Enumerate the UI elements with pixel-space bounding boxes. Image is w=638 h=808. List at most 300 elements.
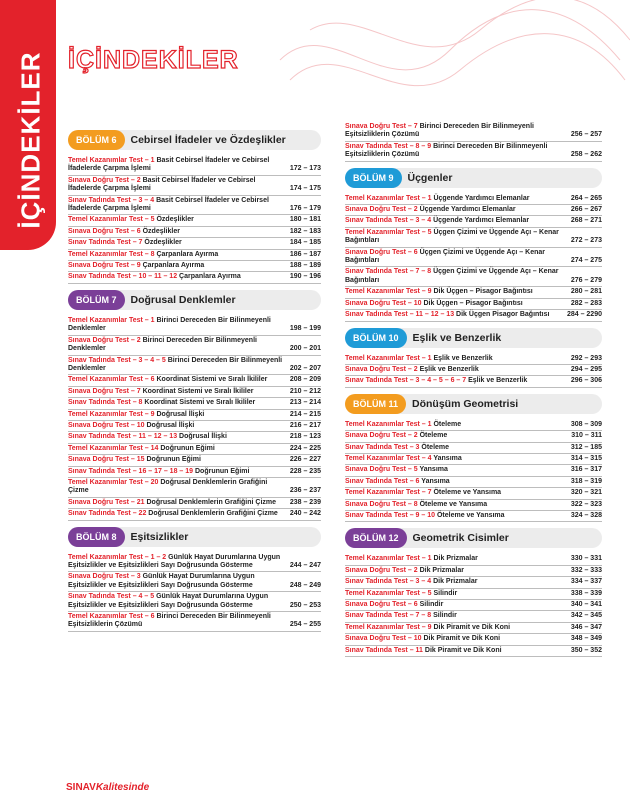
section-title: Eşitsizlikler: [115, 527, 322, 547]
toc-entry[interactable]: [68, 592, 321, 612]
toc-entry[interactable]: [345, 634, 602, 645]
test-number: 3: [415, 443, 420, 451]
test-type: Sınava Doğru Test –: [345, 566, 412, 574]
test-type: Sınava Doğru Test –: [68, 227, 135, 235]
toc-entry-text: [345, 355, 567, 363]
section-header: [68, 130, 321, 150]
test-number: 3 – 4 – 5 – 6 – 7: [415, 377, 467, 385]
toc-entry[interactable]: [68, 467, 321, 478]
page-range: 296 – 306: [570, 377, 602, 385]
page-range: 186 – 187: [289, 250, 321, 258]
test-number: 1: [427, 194, 432, 202]
test-number: 6: [150, 376, 155, 384]
toc-entry-text: [345, 555, 567, 563]
test-number: 3 – 4 – 5: [138, 356, 166, 364]
test-number: 5: [427, 228, 432, 236]
test-type: Temel Kazanımlar Test –: [345, 420, 426, 428]
toc-entry-text: [345, 590, 567, 598]
topic: Yansıma: [421, 477, 450, 485]
test-type: Sınav Tadında Test –: [68, 433, 137, 441]
toc-entry[interactable]: [68, 478, 321, 498]
test-type: Temel Kazanımlar Test –: [68, 316, 149, 324]
page-range: 236 – 237: [289, 487, 321, 495]
toc-entry[interactable]: [68, 272, 321, 283]
toc-entry[interactable]: [345, 511, 602, 522]
test-type: Temel Kazanımlar Test –: [345, 228, 426, 236]
toc-entry[interactable]: [68, 421, 321, 432]
toc-entry-text: [345, 249, 567, 266]
toc-entry[interactable]: [68, 227, 321, 238]
test-type: Sınav Tadında Test –: [345, 217, 414, 225]
topic: Birinci Dereceden Bir Bilinmeyenli Eşitsizliklerin Çözümü: [68, 613, 271, 629]
section-header: [345, 394, 602, 414]
toc-entry[interactable]: [68, 455, 321, 466]
page-range: 174 – 175: [289, 185, 321, 193]
test-number: 10: [413, 299, 422, 307]
toc-entry[interactable]: [68, 336, 321, 356]
page-range: 213 – 214: [289, 399, 321, 407]
test-number: 1: [427, 555, 432, 563]
topic: Koordinat Sistemi ve Sıralı İkililer: [144, 399, 256, 407]
page-range: 346 – 347: [570, 623, 602, 631]
test-number: 8: [413, 500, 418, 508]
test-type: Sınava Doğru Test –: [68, 176, 135, 184]
topic: Silindir: [419, 601, 444, 608]
toc-entry-text: [345, 512, 567, 520]
section-header: [345, 528, 602, 548]
toc-entry-text: [345, 635, 567, 643]
page-range: 330 – 331: [570, 555, 602, 563]
toc-entry[interactable]: [345, 454, 602, 465]
toc-left-column: [68, 124, 321, 632]
topic: Doğrunun Eğimi: [160, 444, 215, 452]
toc-entry-text: [68, 317, 286, 334]
toc-entry-text: [68, 228, 286, 236]
page-range: 350 – 352: [570, 646, 602, 654]
toc-entry[interactable]: [345, 365, 602, 376]
toc-entry-text: [345, 311, 563, 319]
toc-entry[interactable]: [345, 611, 602, 622]
test-type: Temel Kazanımlar Test –: [345, 194, 426, 202]
test-number: 2: [413, 365, 418, 373]
toc-entry[interactable]: [345, 431, 602, 442]
test-number: 21: [136, 498, 145, 506]
page-range: 312 – 185: [570, 443, 602, 451]
test-type: Sınav Tadında Test –: [345, 646, 414, 654]
page-range: 272 – 273: [570, 237, 602, 245]
test-type: Sınava Doğru Test –: [345, 432, 412, 440]
topic: Üçgende Yardımcı Elemanlar: [433, 194, 530, 202]
test-type: Temel Kazanımlar Test –: [68, 553, 149, 561]
test-number: 9 – 10: [415, 511, 436, 519]
page-range: 276 – 279: [570, 276, 602, 284]
page-range: 240 – 242: [289, 510, 321, 518]
test-number: 10 – 11 – 12: [138, 273, 178, 281]
toc-entry-text: [345, 300, 567, 308]
test-type: Sınav Tadında Test –: [345, 443, 414, 451]
page-range: 266 – 267: [570, 206, 602, 214]
toc-entry-text: [68, 499, 286, 507]
toc-entry[interactable]: [345, 623, 602, 634]
toc-entry[interactable]: [68, 375, 321, 386]
section-header: [68, 290, 321, 310]
toc-entry[interactable]: [68, 156, 321, 176]
page-range: 274 – 275: [570, 257, 602, 265]
toc-entry-text: [68, 157, 286, 174]
toc-entry[interactable]: [345, 205, 602, 216]
test-number: 5: [427, 589, 432, 597]
page-range: 226 – 227: [289, 456, 321, 464]
section-title: Dönüşüm Geometrisi: [396, 394, 602, 414]
test-type: Temel Kazanımlar Test –: [345, 354, 426, 362]
toc-entry[interactable]: [68, 250, 321, 261]
topic: Silindir: [433, 612, 457, 620]
topic: Dik Prizmalar: [433, 555, 478, 563]
page-range: 214 – 215: [289, 410, 321, 418]
page-range: 182 – 183: [289, 227, 321, 235]
toc-entry[interactable]: [68, 215, 321, 226]
test-number: 11 – 12 – 13: [138, 433, 178, 441]
page-range: 224 – 225: [289, 444, 321, 452]
test-type: Temel Kazanımlar Test –: [68, 376, 149, 384]
test-type: Temel Kazanımlar Test –: [345, 623, 426, 631]
toc-entry[interactable]: [68, 444, 321, 455]
test-type: Sınava Doğru Test –: [345, 635, 412, 643]
toc-entry-text: [68, 388, 286, 396]
page-range: 218 – 123: [289, 433, 321, 441]
section-title: Cebirsel İfadeler ve Özdeşlikler: [115, 130, 322, 150]
test-number: 16 – 17 – 18 – 19: [138, 467, 194, 475]
page-range: 188 – 189: [289, 262, 321, 270]
toc-entry-text: [68, 445, 286, 453]
page-range: 198 – 199: [289, 325, 321, 333]
toc-entry-text: [345, 366, 567, 374]
topic: Eşlik ve Benzerlik: [433, 354, 493, 362]
test-number: 7: [413, 123, 418, 130]
test-type: Temel Kazanımlar Test –: [345, 288, 426, 296]
toc-entry[interactable]: [345, 194, 602, 205]
toc-entry-text: [68, 239, 286, 247]
page-range: 332 – 333: [570, 566, 602, 574]
toc-entry[interactable]: [345, 216, 602, 227]
test-number: 2: [413, 432, 418, 440]
toc-entry[interactable]: [68, 356, 321, 376]
toc-entry[interactable]: [345, 488, 602, 499]
topic: Basit Cebirsel İfadeler ve Cebirsel İfadelerde Çarpma İşlemi: [68, 176, 256, 193]
test-number: 6: [413, 601, 418, 608]
toc-entry-text: [345, 229, 567, 246]
test-type: Temel Kazanımlar Test –: [68, 157, 149, 164]
test-number: 20: [150, 478, 159, 486]
toc-entry[interactable]: [345, 142, 602, 162]
toc-entry[interactable]: [68, 498, 321, 509]
toc-entry-text: [68, 422, 286, 430]
page-range: 172 – 173: [289, 165, 321, 173]
test-number: 6: [150, 613, 155, 621]
section-badge: BÖLÜM 6: [68, 130, 125, 150]
test-type: Sınav Tadında Test –: [68, 196, 137, 204]
toc-entry-text: [345, 612, 567, 620]
test-type: Sınav Tadında Test –: [68, 467, 137, 475]
topic: Birinci Dereceden Bir Bilinmeyenli Denklemler: [68, 336, 257, 353]
page-range: 256 – 257: [570, 131, 602, 139]
page-range: 320 – 321: [570, 489, 602, 497]
decorative-lines: [270, 0, 630, 120]
toc-entry-text: [345, 206, 567, 214]
toc-entry[interactable]: [345, 420, 602, 431]
test-type: Sınava Doğru Test –: [68, 573, 135, 581]
test-type: Sınava Doğru Test –: [68, 387, 135, 395]
toc-entry[interactable]: [345, 310, 602, 321]
test-number: 14: [150, 444, 159, 452]
topic: Üçgen Çizimi ve Üçgende Açı – Kenar Bağıntıları: [345, 228, 559, 245]
test-type: Temel Kazanımlar Test –: [345, 589, 426, 597]
topic: Birinci Dereceden Bir Bilinmeyenli Denklemler: [68, 316, 271, 333]
test-type: Temel Kazanımlar Test –: [68, 216, 149, 224]
test-type: Sınava Doğru Test –: [345, 601, 412, 608]
toc-entry[interactable]: [68, 398, 321, 409]
test-number: 6: [415, 477, 420, 485]
topic: Dik Üçgen – Pisagor Bağıntısı: [433, 288, 533, 296]
topic: Öteleme: [421, 443, 450, 451]
toc-entry[interactable]: [345, 267, 602, 287]
topic: Öteleme ve Yansıma: [436, 511, 505, 519]
toc-entry[interactable]: [345, 228, 602, 248]
section-header: [345, 168, 602, 188]
toc-entry-text: [68, 177, 286, 194]
test-type: Temel Kazanımlar Test –: [68, 444, 149, 452]
topic: Koordinat Sistemi ve Sıralı İkililer: [156, 376, 268, 384]
topic: Doğrunun Eğimi: [146, 456, 201, 464]
side-title: İÇİNDEKİLER: [15, 51, 46, 229]
toc-entry[interactable]: [345, 248, 602, 268]
page-range: 334 – 337: [570, 578, 602, 586]
test-type: Sınav Tadında Test –: [68, 399, 137, 407]
toc-entry-text: [68, 197, 286, 214]
test-type: Sınava Doğru Test –: [345, 123, 412, 130]
toc-entry[interactable]: [345, 287, 602, 298]
topic: Birinci Dereceden Bir Bilinmeyenli Eşitsizliklerin Çözümü: [345, 142, 548, 159]
test-number: 1: [427, 354, 432, 362]
toc-entry[interactable]: [68, 572, 321, 592]
topic: Basit Cebirsel İfadeler ve Cebirsel İfadelerde Çarpma İşlemi: [68, 196, 269, 213]
section-badge: BÖLÜM 12: [345, 528, 407, 548]
toc-entry[interactable]: [68, 316, 321, 336]
section-title: Geometrik Cisimler: [397, 528, 602, 548]
topic: Doğrusal İlişki: [146, 421, 195, 429]
toc-entry[interactable]: [68, 553, 321, 573]
toc-entry[interactable]: [68, 238, 321, 249]
page-range: 342 – 345: [570, 612, 602, 620]
topic: Özdeşlikler: [156, 216, 194, 224]
toc-entry[interactable]: [68, 176, 321, 196]
test-type: Sınav Tadında Test –: [345, 377, 414, 385]
page-range: 200 – 201: [289, 345, 321, 353]
test-type: Sınava Doğru Test –: [68, 498, 135, 506]
section-badge: BÖLÜM 7: [68, 290, 125, 310]
page-range: 310 – 311: [571, 432, 602, 440]
topic: Öteleme ve Yansıma: [433, 489, 502, 497]
section-badge: BÖLÜM 8: [68, 527, 125, 547]
toc-entry-text: [345, 377, 567, 385]
toc-entry-text: [345, 143, 567, 160]
publisher-logo: SINAVKalitesinde: [66, 782, 150, 793]
toc-entry[interactable]: [345, 122, 602, 142]
page-range: 322 – 323: [570, 500, 602, 508]
page-range: 316 – 317: [570, 466, 602, 474]
test-number: 11 – 12 – 13: [415, 311, 455, 319]
toc-entry-text: [68, 262, 286, 270]
test-number: 7: [136, 387, 141, 395]
toc-entry-text: [68, 593, 286, 610]
toc-entry-text: [68, 456, 286, 464]
test-number: 7 – 8: [415, 612, 432, 620]
test-type: Sınav Tadında Test –: [68, 239, 137, 247]
toc-entry[interactable]: [68, 261, 321, 272]
test-type: Sınava Doğru Test –: [345, 248, 412, 256]
test-number: 3: [136, 573, 141, 581]
topic: Doğrusal İlişki: [156, 410, 205, 418]
topic: Yansıma: [419, 466, 448, 474]
toc-entry-text: [345, 421, 567, 429]
toc-entry-text: [68, 337, 286, 354]
page-range: 184 – 185: [289, 239, 321, 247]
toc-entry[interactable]: [345, 554, 602, 565]
toc-entry-text: [345, 195, 567, 203]
test-type: Sınava Doğru Test –: [345, 500, 412, 508]
toc-entry-text: [345, 567, 567, 575]
page-range: 280 – 281: [570, 288, 602, 296]
toc-entry[interactable]: [345, 354, 602, 365]
section-header: [68, 527, 321, 547]
toc-entry-text: [68, 251, 286, 259]
test-type: Sınava Doğru Test –: [68, 336, 135, 344]
topic: Üçgen Çizimi ve Üçgende Açı – Kenar Bağıntıları: [345, 248, 545, 265]
toc-entry-text: [345, 478, 567, 486]
toc-entry[interactable]: [345, 299, 602, 310]
toc-entry[interactable]: [345, 646, 602, 657]
toc-entry-text: [68, 479, 286, 496]
toc-entry[interactable]: [68, 196, 321, 216]
toc-right-column: [345, 122, 602, 657]
test-number: 7: [138, 239, 143, 247]
test-type: Sınav Tadında Test –: [345, 511, 414, 519]
test-type: Temel Kazanımlar Test –: [68, 250, 149, 258]
page-range: 340 – 341: [570, 601, 602, 608]
toc-entry[interactable]: [68, 387, 321, 398]
page-range: 254 – 255: [289, 621, 321, 629]
topic: Doğrunun Eğimi: [195, 467, 250, 475]
test-number: 2: [413, 206, 418, 214]
topic: Birinci Dereceden Bir Bilinmeyenli Eşitsizliklerin Çözümü: [345, 123, 534, 139]
topic: Üçgende Yardımcı Elemanlar: [433, 217, 530, 225]
topic: Dik Üçgen – Pisagor Bağıntısı: [423, 299, 523, 307]
page-title: İÇİNDEKİLER: [68, 46, 239, 74]
toc-entry-text: [68, 216, 286, 224]
topic: Dik Üçgen Pisagor Bağıntısı: [456, 311, 550, 319]
page-range: 318 – 319: [570, 477, 602, 485]
toc-entry[interactable]: [68, 432, 321, 443]
topic: Dik Prizmalar: [433, 578, 478, 586]
toc-entry-text: [345, 123, 567, 140]
toc-entry[interactable]: [68, 410, 321, 421]
test-type: Sınava Doğru Test –: [345, 299, 412, 307]
topic: Çarpanlara Ayırma: [179, 273, 241, 281]
toc-entry-text: [68, 411, 286, 419]
topic: Çarpanlara Ayırma: [156, 250, 219, 258]
test-number: 9: [427, 623, 432, 631]
test-type: Sınava Doğru Test –: [68, 456, 135, 464]
toc-entry[interactable]: [345, 589, 602, 600]
page-range: 258 – 262: [570, 151, 602, 159]
test-type: Sınav Tadında Test –: [345, 311, 414, 319]
topic: Günlük Hayat Durumlarına Uygun Eşitsizlikler ve Eşitsizlikleri Sayı Doğrusunda Gösterme: [68, 573, 255, 589]
toc-entry[interactable]: [68, 612, 321, 632]
toc-entry-text: [68, 554, 286, 571]
section-badge: BÖLÜM 11: [345, 394, 406, 414]
toc-entry[interactable]: [345, 577, 602, 588]
section-badge: BÖLÜM 10: [345, 328, 407, 348]
topic: Eşlik ve Benzerlik: [419, 365, 479, 373]
topic: Eşlik ve Benzerlik: [468, 377, 528, 385]
topic: Doğrusal Denklemlerin Grafiğini Çizme: [148, 510, 278, 518]
toc-entry-text: [68, 376, 286, 384]
toc-entry[interactable]: [68, 509, 321, 520]
topic: Özdeşlikler: [144, 239, 182, 247]
toc-entry[interactable]: [345, 443, 602, 454]
test-number: 9: [150, 410, 155, 418]
toc-entry-text: [68, 468, 286, 476]
toc-entry-text: [68, 357, 286, 374]
test-type: Sınav Tadında Test –: [345, 578, 414, 586]
page-range: 210 – 212: [289, 387, 321, 395]
test-type: Sınav Tadında Test –: [68, 273, 137, 281]
test-type: Temel Kazanımlar Test –: [68, 478, 149, 486]
topic: Öteleme ve Yansıma: [419, 500, 488, 508]
toc-entry-text: [345, 647, 567, 655]
toc-entry[interactable]: [345, 465, 602, 476]
page-range: 282 – 283: [570, 299, 602, 307]
toc-entry[interactable]: [345, 566, 602, 577]
toc-entry-text: [345, 601, 567, 609]
test-type: Sınava Doğru Test –: [345, 365, 412, 373]
topic: Koordinat Sistemi ve Sıralı İkililer: [142, 387, 254, 395]
topic: Birinci Dereceden Bir Bilinmeyenli Denklemler: [68, 356, 283, 372]
test-type: Sınava Doğru Test –: [345, 206, 412, 214]
test-number: 1 – 2: [150, 553, 167, 561]
section-title: Doğrusal Denklemler: [115, 290, 322, 310]
toc-entry[interactable]: [345, 376, 602, 387]
test-number: 8: [138, 399, 143, 407]
toc-entry[interactable]: [345, 477, 602, 488]
test-number: 9: [136, 262, 141, 270]
page-range: 244 – 247: [289, 562, 321, 569]
toc-entry-text: [345, 501, 567, 509]
toc-entry[interactable]: [345, 600, 602, 611]
toc-entry-text: [68, 613, 286, 630]
toc-entry-text: [68, 273, 286, 281]
toc-entry-text: [68, 433, 286, 441]
toc-entry[interactable]: [345, 500, 602, 511]
page-range: 216 – 217: [289, 421, 321, 429]
toc-entry-text: [345, 268, 567, 285]
page-range: 208 – 209: [289, 376, 321, 384]
test-type: Temel Kazanımlar Test –: [345, 454, 426, 462]
topic: Yansıma: [433, 454, 462, 462]
test-number: 3 – 4: [138, 196, 155, 204]
page-range: 202 – 207: [289, 364, 321, 372]
topic: Çarpanlara Ayırma: [142, 262, 205, 270]
